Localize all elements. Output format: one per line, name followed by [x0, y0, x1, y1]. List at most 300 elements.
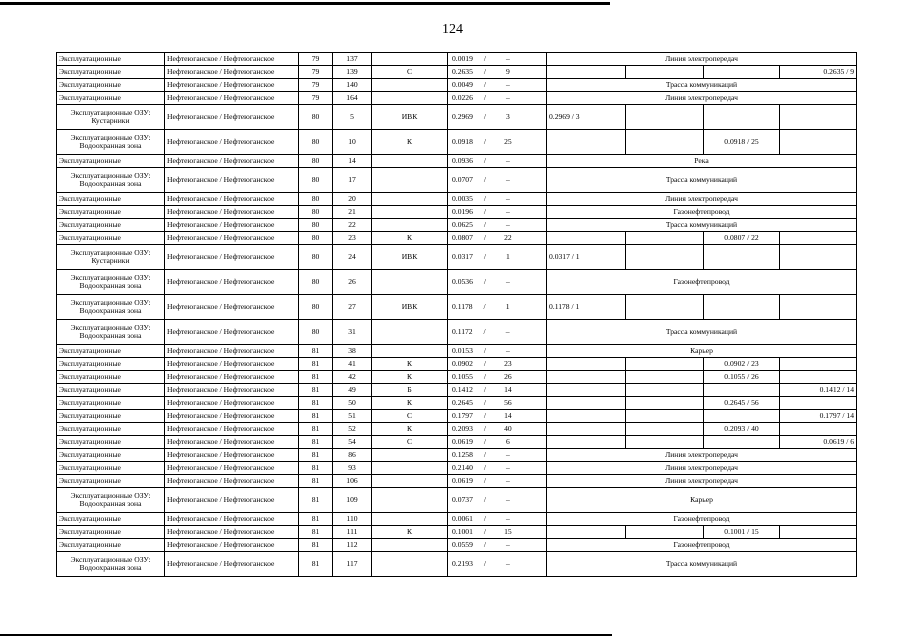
field-cell: Нефтеюганское / Нефтеюганское: [165, 462, 299, 475]
area-value: 0.1258: [452, 450, 473, 460]
category-cell: К: [372, 371, 448, 384]
field-cell: Нефтеюганское / Нефтеюганское: [165, 513, 299, 526]
plot-cell: 22: [333, 219, 372, 232]
category-cell: [372, 513, 448, 526]
field-cell: Нефтеюганское / Нефтеюганское: [165, 270, 299, 295]
empty-category-cell: [704, 66, 780, 79]
category-cell: [372, 168, 448, 193]
category-cell: [372, 345, 448, 358]
area-value: 0.2969: [452, 112, 473, 122]
slash-separator: /: [483, 559, 486, 569]
block-cell: 81: [299, 345, 333, 358]
number-value: –: [505, 463, 510, 473]
category-cell: [372, 475, 448, 488]
table-row: [57, 462, 857, 475]
area-value: 0.0625: [452, 220, 473, 230]
number-value: –: [505, 194, 510, 204]
field-cell: Нефтеюганское / Нефтеюганское: [165, 155, 299, 168]
area-value: 0.0226: [452, 93, 473, 103]
field-cell: Нефтеюганское / Нефтеюганское: [165, 488, 299, 513]
forest-type-cell: Эксплуатационные: [57, 449, 165, 462]
forest-type-cell: Эксплуатационные ОЗУ: Водоохранная зона: [57, 130, 165, 155]
forest-type-cell: Эксплуатационные: [57, 423, 165, 436]
forest-type-cell: Эксплуатационные: [57, 232, 165, 245]
forest-type-cell: Эксплуатационные: [57, 193, 165, 206]
category-cell: [372, 539, 448, 552]
empty-category-cell: [626, 436, 704, 449]
field-cell: Нефтеюганское / Нефтеюганское: [165, 206, 299, 219]
purpose-cell: Карьер: [547, 488, 857, 513]
area-cell: [448, 358, 547, 371]
area-cell: [448, 526, 547, 539]
purpose-cell: Трасса коммуникаций: [547, 219, 857, 232]
area-cell: [448, 130, 547, 155]
table-row: [57, 526, 857, 539]
empty-category-cell: [626, 371, 704, 384]
slash-separator: /: [483, 540, 486, 550]
field-cell: Нефтеюганское / Нефтеюганское: [165, 53, 299, 66]
plot-cell: 111: [333, 526, 372, 539]
empty-category-cell: [547, 371, 626, 384]
field-cell: Нефтеюганское / Нефтеюганское: [165, 295, 299, 320]
category-cell: [372, 155, 448, 168]
table-row: [57, 245, 857, 270]
area-by-category-cell: 0.2969 / 3: [547, 105, 626, 130]
number-value: 1: [505, 302, 510, 312]
slash-separator: /: [483, 175, 486, 185]
table-row: [57, 539, 857, 552]
number-value: –: [505, 559, 510, 569]
empty-category-cell: [626, 526, 704, 539]
table-row: [57, 436, 857, 449]
category-cell: [372, 206, 448, 219]
field-cell: Нефтеюганское / Нефтеюганское: [165, 539, 299, 552]
forest-type-cell: Эксплуатационные: [57, 410, 165, 423]
category-cell: К: [372, 130, 448, 155]
field-cell: Нефтеюганское / Нефтеюганское: [165, 345, 299, 358]
category-cell: ИВК: [372, 295, 448, 320]
number-value: 14: [504, 411, 512, 421]
category-cell: [372, 53, 448, 66]
plot-cell: 14: [333, 155, 372, 168]
plot-cell: 49: [333, 384, 372, 397]
plot-cell: 164: [333, 92, 372, 105]
area-cell: [448, 513, 547, 526]
empty-category-cell: [547, 410, 626, 423]
slash-separator: /: [483, 527, 486, 537]
area-cell: [448, 436, 547, 449]
field-cell: Нефтеюганское / Нефтеюганское: [165, 526, 299, 539]
area-by-category-cell: 0.0902 / 23: [704, 358, 780, 371]
number-value: 56: [504, 398, 512, 408]
number-value: 15: [504, 527, 512, 537]
category-cell: С: [372, 410, 448, 423]
area-value: 0.0902: [452, 359, 473, 369]
plot-cell: 20: [333, 193, 372, 206]
area-cell: [448, 410, 547, 423]
block-cell: 81: [299, 539, 333, 552]
forest-type-cell: Эксплуатационные: [57, 219, 165, 232]
plot-cell: 117: [333, 552, 372, 577]
table-row: [57, 345, 857, 358]
empty-category-cell: [547, 130, 626, 155]
empty-category-cell: [547, 358, 626, 371]
purpose-cell: Газонефтепровод: [547, 539, 857, 552]
category-cell: К: [372, 526, 448, 539]
empty-category-cell: [547, 397, 626, 410]
block-cell: 80: [299, 270, 333, 295]
field-cell: Нефтеюганское / Нефтеюганское: [165, 436, 299, 449]
area-value: 0.2093: [452, 424, 473, 434]
area-cell: [448, 462, 547, 475]
forest-type-cell: Эксплуатационные: [57, 358, 165, 371]
table-row: [57, 475, 857, 488]
number-value: 40: [504, 424, 512, 434]
area-cell: [448, 345, 547, 358]
slash-separator: /: [483, 476, 486, 486]
plot-cell: 50: [333, 397, 372, 410]
table-row: [57, 92, 857, 105]
empty-category-cell: [626, 295, 704, 320]
area-cell: [448, 270, 547, 295]
page-number: 124: [442, 22, 463, 37]
number-value: –: [505, 54, 510, 64]
block-cell: 81: [299, 397, 333, 410]
register-table: [56, 52, 857, 577]
area-value: 0.0317: [452, 252, 473, 262]
category-cell: Б: [372, 384, 448, 397]
table-row: [57, 105, 857, 130]
empty-category-cell: [626, 130, 704, 155]
forest-type-cell: Эксплуатационные: [57, 475, 165, 488]
empty-category-cell: [704, 436, 780, 449]
empty-category-cell: [626, 245, 704, 270]
slash-separator: /: [483, 411, 486, 421]
area-cell: [448, 66, 547, 79]
block-cell: 80: [299, 245, 333, 270]
category-cell: [372, 462, 448, 475]
block-cell: 81: [299, 358, 333, 371]
forest-type-cell: Эксплуатационные ОЗУ: Кустарники: [57, 245, 165, 270]
area-by-category-cell: 0.1412 / 14: [780, 384, 857, 397]
area-value: 0.0619: [452, 476, 473, 486]
number-value: –: [505, 450, 510, 460]
purpose-cell: Река: [547, 155, 857, 168]
area-value: 0.0707: [452, 175, 473, 185]
empty-category-cell: [626, 423, 704, 436]
block-cell: 81: [299, 410, 333, 423]
table-row: [57, 295, 857, 320]
field-cell: Нефтеюганское / Нефтеюганское: [165, 105, 299, 130]
field-cell: Нефтеюганское / Нефтеюганское: [165, 423, 299, 436]
area-cell: [448, 371, 547, 384]
top-rule: [0, 2, 610, 5]
category-cell: [372, 449, 448, 462]
empty-category-cell: [547, 384, 626, 397]
plot-cell: 21: [333, 206, 372, 219]
empty-category-cell: [704, 295, 780, 320]
forest-type-cell: Эксплуатационные: [57, 384, 165, 397]
field-cell: Нефтеюганское / Нефтеюганское: [165, 384, 299, 397]
area-value: 0.0918: [452, 137, 473, 147]
field-cell: Нефтеюганское / Нефтеюганское: [165, 410, 299, 423]
plot-cell: 93: [333, 462, 372, 475]
purpose-cell: Линия электропередач: [547, 193, 857, 206]
slash-separator: /: [483, 424, 486, 434]
forest-type-cell: Эксплуатационные: [57, 436, 165, 449]
purpose-cell: Линия электропередач: [547, 92, 857, 105]
area-value: 0.0936: [452, 156, 473, 166]
block-cell: 81: [299, 488, 333, 513]
table-row: [57, 320, 857, 345]
area-cell: [448, 206, 547, 219]
block-cell: 81: [299, 513, 333, 526]
empty-category-cell: [704, 384, 780, 397]
number-value: –: [505, 175, 510, 185]
area-cell: [448, 488, 547, 513]
plot-cell: 26: [333, 270, 372, 295]
category-cell: [372, 488, 448, 513]
plot-cell: 106: [333, 475, 372, 488]
block-cell: 79: [299, 92, 333, 105]
area-cell: [448, 232, 547, 245]
empty-category-cell: [626, 232, 704, 245]
purpose-cell: Линия электропередач: [547, 462, 857, 475]
block-cell: 81: [299, 449, 333, 462]
area-by-category-cell: 0.1797 / 14: [780, 410, 857, 423]
area-by-category-cell: 0.0807 / 22: [704, 232, 780, 245]
area-by-category-cell: 0.2093 / 40: [704, 423, 780, 436]
table-row: [57, 552, 857, 577]
number-value: –: [505, 277, 510, 287]
table-row: [57, 488, 857, 513]
empty-category-cell: [704, 105, 780, 130]
block-cell: 81: [299, 436, 333, 449]
plot-cell: 5: [333, 105, 372, 130]
area-cell: [448, 397, 547, 410]
area-cell: [448, 53, 547, 66]
category-cell: С: [372, 66, 448, 79]
area-cell: [448, 295, 547, 320]
block-cell: 80: [299, 219, 333, 232]
empty-category-cell: [704, 245, 780, 270]
empty-category-cell: [780, 295, 857, 320]
area-value: 0.0737: [452, 495, 473, 505]
forest-type-cell: Эксплуатационные ОЗУ: Водоохранная зона: [57, 488, 165, 513]
number-value: –: [505, 540, 510, 550]
empty-category-cell: [626, 397, 704, 410]
area-value: 0.1001: [452, 527, 473, 537]
table-row: [57, 155, 857, 168]
block-cell: 80: [299, 130, 333, 155]
empty-category-cell: [547, 526, 626, 539]
forest-type-cell: Эксплуатационные: [57, 513, 165, 526]
block-cell: 81: [299, 423, 333, 436]
forest-type-cell: Эксплуатационные ОЗУ: Кустарники: [57, 105, 165, 130]
slash-separator: /: [483, 437, 486, 447]
table-row: [57, 53, 857, 66]
area-cell: [448, 320, 547, 345]
forest-type-cell: Эксплуатационные: [57, 345, 165, 358]
plot-cell: 54: [333, 436, 372, 449]
number-value: 6: [505, 437, 510, 447]
plot-cell: 17: [333, 168, 372, 193]
purpose-cell: Карьер: [547, 345, 857, 358]
field-cell: Нефтеюганское / Нефтеюганское: [165, 397, 299, 410]
table-row: [57, 423, 857, 436]
area-cell: [448, 245, 547, 270]
block-cell: 81: [299, 526, 333, 539]
table-row: [57, 384, 857, 397]
table-row: [57, 232, 857, 245]
category-cell: К: [372, 358, 448, 371]
purpose-cell: Линия электропередач: [547, 53, 857, 66]
number-value: 9: [505, 67, 510, 77]
plot-cell: 137: [333, 53, 372, 66]
category-cell: ИВК: [372, 245, 448, 270]
area-by-category-cell: 0.1001 / 15: [704, 526, 780, 539]
area-by-category-cell: 0.1178 / 1: [547, 295, 626, 320]
block-cell: 80: [299, 295, 333, 320]
table-row: [57, 449, 857, 462]
slash-separator: /: [483, 346, 486, 356]
plot-cell: 140: [333, 79, 372, 92]
slash-separator: /: [483, 67, 486, 77]
area-value: 0.1797: [452, 411, 473, 421]
slash-separator: /: [483, 359, 486, 369]
area-cell: [448, 193, 547, 206]
field-cell: Нефтеюганское / Нефтеюганское: [165, 358, 299, 371]
purpose-cell: Линия электропередач: [547, 449, 857, 462]
field-cell: Нефтеюганское / Нефтеюганское: [165, 320, 299, 345]
forest-type-cell: Эксплуатационные: [57, 371, 165, 384]
slash-separator: /: [483, 252, 486, 262]
area-value: 0.0807: [452, 233, 473, 243]
block-cell: 79: [299, 79, 333, 92]
block-cell: 80: [299, 193, 333, 206]
register-rows: [57, 53, 857, 577]
slash-separator: /: [483, 207, 486, 217]
area-value: 0.0061: [452, 514, 473, 524]
plot-cell: 23: [333, 232, 372, 245]
area-cell: [448, 92, 547, 105]
area-by-category-cell: 0.0619 / 6: [780, 436, 857, 449]
area-value: 0.2635: [452, 67, 473, 77]
area-value: 0.1055: [452, 372, 473, 382]
table-row: [57, 130, 857, 155]
block-cell: 80: [299, 168, 333, 193]
forest-type-cell: Эксплуатационные: [57, 539, 165, 552]
number-value: 25: [504, 137, 512, 147]
empty-category-cell: [780, 423, 857, 436]
area-value: 0.1412: [452, 385, 473, 395]
table-row: [57, 397, 857, 410]
forest-type-cell: Эксплуатационные: [57, 462, 165, 475]
block-cell: 79: [299, 66, 333, 79]
forest-type-cell: Эксплуатационные: [57, 397, 165, 410]
plot-cell: 31: [333, 320, 372, 345]
number-value: 23: [504, 359, 512, 369]
empty-category-cell: [547, 232, 626, 245]
number-value: –: [505, 93, 510, 103]
table-row: [57, 219, 857, 232]
forest-type-cell: Эксплуатационные: [57, 53, 165, 66]
number-value: –: [505, 495, 510, 505]
number-value: 26: [504, 372, 512, 382]
category-cell: [372, 320, 448, 345]
empty-category-cell: [626, 66, 704, 79]
category-cell: [372, 92, 448, 105]
area-cell: [448, 168, 547, 193]
empty-category-cell: [547, 436, 626, 449]
plot-cell: 52: [333, 423, 372, 436]
purpose-cell: Газонефтепровод: [547, 513, 857, 526]
slash-separator: /: [483, 302, 486, 312]
number-value: –: [505, 80, 510, 90]
forest-type-cell: Эксплуатационные ОЗУ: Водоохранная зона: [57, 270, 165, 295]
slash-separator: /: [483, 398, 486, 408]
plot-cell: 41: [333, 358, 372, 371]
category-cell: К: [372, 397, 448, 410]
slash-separator: /: [483, 156, 486, 166]
block-cell: 81: [299, 475, 333, 488]
area-value: 0.0035: [452, 194, 473, 204]
number-value: 22: [504, 233, 512, 243]
field-cell: Нефтеюганское / Нефтеюганское: [165, 245, 299, 270]
category-cell: К: [372, 423, 448, 436]
area-cell: [448, 79, 547, 92]
block-cell: 81: [299, 462, 333, 475]
slash-separator: /: [483, 54, 486, 64]
purpose-cell: Газонефтепровод: [547, 206, 857, 219]
field-cell: Нефтеюганское / Нефтеюганское: [165, 168, 299, 193]
purpose-cell: Газонефтепровод: [547, 270, 857, 295]
number-value: –: [505, 220, 510, 230]
plot-cell: 51: [333, 410, 372, 423]
area-cell: [448, 105, 547, 130]
forest-type-cell: Эксплуатационные: [57, 206, 165, 219]
field-cell: Нефтеюганское / Нефтеюганское: [165, 92, 299, 105]
slash-separator: /: [483, 495, 486, 505]
block-cell: 81: [299, 384, 333, 397]
slash-separator: /: [483, 233, 486, 243]
empty-category-cell: [704, 410, 780, 423]
table-row: [57, 79, 857, 92]
table-row: [57, 193, 857, 206]
field-cell: Нефтеюганское / Нефтеюганское: [165, 371, 299, 384]
table-row: [57, 66, 857, 79]
field-cell: Нефтеюганское / Нефтеюганское: [165, 475, 299, 488]
empty-category-cell: [780, 397, 857, 410]
area-cell: [448, 219, 547, 232]
slash-separator: /: [483, 93, 486, 103]
area-value: 0.0019: [452, 54, 473, 64]
plot-cell: 27: [333, 295, 372, 320]
category-cell: ИВК: [372, 105, 448, 130]
slash-separator: /: [483, 450, 486, 460]
table-row: [57, 206, 857, 219]
slash-separator: /: [483, 112, 486, 122]
area-value: 0.0153: [452, 346, 473, 356]
field-cell: Нефтеюганское / Нефтеюганское: [165, 232, 299, 245]
table-row: [57, 371, 857, 384]
number-value: 1: [505, 252, 510, 262]
slash-separator: /: [483, 514, 486, 524]
purpose-cell: Трасса коммуникаций: [547, 320, 857, 345]
plot-cell: 10: [333, 130, 372, 155]
forest-type-cell: Эксплуатационные ОЗУ: Водоохранная зона: [57, 295, 165, 320]
number-value: –: [505, 156, 510, 166]
